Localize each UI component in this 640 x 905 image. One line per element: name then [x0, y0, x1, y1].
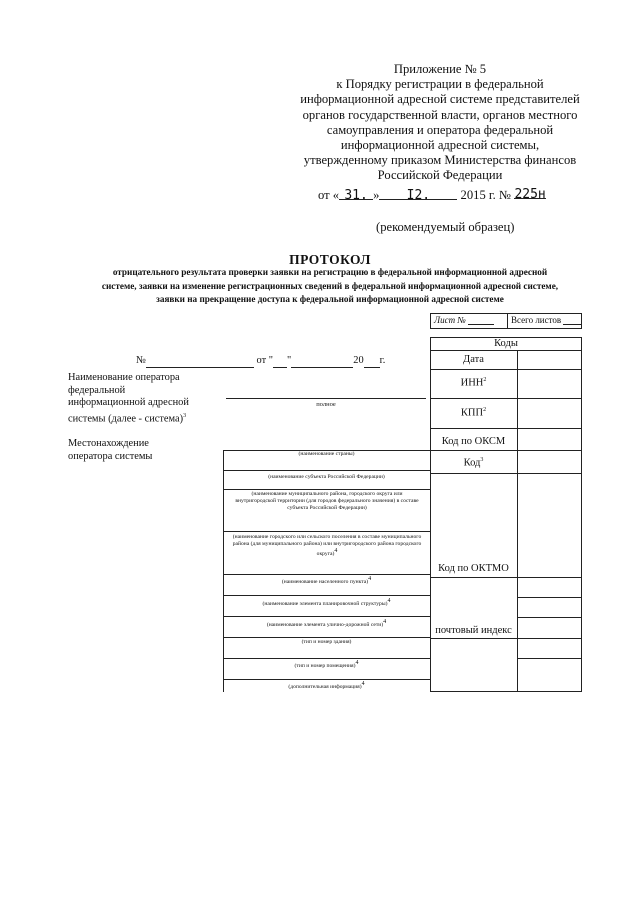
- recommended-sample: (рекомендуемый образец): [376, 220, 515, 234]
- caption-street: [223, 619, 430, 629]
- caption-planning-text: (наименование элемента планировочной структуры): [262, 600, 388, 607]
- code-oktmo-label: Код по ОКТМО: [438, 563, 509, 574]
- footnote-ref: 2: [483, 377, 487, 383]
- divider: [517, 658, 582, 659]
- caption-country: (наименование страны): [298, 451, 355, 457]
- caption-planning: [223, 598, 430, 608]
- caption-municipal: (наименование муниципального района, городского округа или внутригородской территории (для городов федерального значения) в составе субъекта Российской Федерации): [235, 491, 419, 511]
- municipal-field[interactable]: [223, 489, 430, 490]
- footnote-ref: 4: [361, 681, 365, 687]
- annex-line: информационной адресной системы,: [340, 138, 540, 153]
- operator-name-field[interactable]: [226, 398, 426, 399]
- handwritten-day: 31.: [339, 188, 373, 200]
- divider: [430, 428, 582, 429]
- footnote-ref: 4: [355, 660, 359, 666]
- divider: [430, 638, 582, 639]
- divider: [430, 450, 582, 451]
- year-prefix: 20: [353, 355, 364, 366]
- code-oksm-label: Код по ОКСМ: [441, 436, 506, 447]
- handwritten-number: 225н: [514, 187, 546, 202]
- caption-settlement: [232, 534, 422, 558]
- annex-line: информационной адресной системе представителей: [300, 92, 580, 107]
- annex-line: самоуправления и оператора федеральной: [326, 122, 554, 137]
- kpp-text: КПП: [460, 407, 484, 419]
- divider: [430, 350, 582, 351]
- caption-extra-text: (дополнительная информация): [288, 683, 362, 690]
- protocol-title: ПРОТОКОЛ: [289, 252, 371, 267]
- total-sheets-field[interactable]: [563, 316, 581, 325]
- caption-subject: (наименование субъекта Российской Федерации): [268, 474, 385, 480]
- order-date-line: [318, 188, 598, 203]
- annex-line: к Порядку регистрации в федеральной: [336, 77, 544, 92]
- caption-locality: [223, 576, 430, 586]
- footnote-ref: 2: [483, 407, 487, 413]
- divider: [430, 473, 582, 474]
- footnote-ref: 3: [183, 412, 187, 419]
- location-label: Местонахождение оператора системы: [68, 438, 153, 462]
- divider: [507, 313, 508, 329]
- subtitle-line: системе, заявки на изменение регистрационных сведений в федеральной информационной адресной системе,: [101, 280, 559, 291]
- annex-line: утвержденному приказом Министерства финансов: [303, 153, 577, 168]
- divider: [430, 369, 582, 370]
- caption-room: [223, 660, 430, 670]
- locality-field[interactable]: [223, 574, 430, 575]
- from-text: от: [256, 355, 267, 366]
- inn-text: ИНН: [460, 377, 484, 389]
- footnote-ref: 4: [368, 576, 372, 582]
- caption-settlement-text: (наименование городского или сельского поселения в составе муниципального района (для муниципального района) или внутригородского района городского округа): [232, 534, 422, 557]
- divider: [430, 577, 582, 578]
- operator-name-text: Наименование оператора федеральной информационной адресной системы (далее - система): [68, 372, 189, 424]
- total-label-text: Всего листов: [511, 315, 562, 325]
- code-inn-label: [430, 377, 517, 389]
- caption-room-text: (тип и номер помещения): [294, 662, 356, 669]
- protocol-year-field[interactable]: [364, 356, 380, 368]
- caption-building: (тип и номер здания): [301, 639, 352, 645]
- protocol-month-field[interactable]: [291, 356, 353, 368]
- caption-extra: [223, 681, 430, 691]
- planning-field[interactable]: [223, 595, 430, 596]
- footnote-ref: 4: [387, 598, 391, 604]
- quote-close: ": [287, 355, 292, 366]
- code-kpp-label: [430, 407, 517, 419]
- street-field[interactable]: [223, 616, 430, 617]
- code-postal-label: почтовый индекс: [435, 625, 512, 636]
- year-suffix: г.: [379, 355, 386, 366]
- extra-field[interactable]: [223, 679, 430, 680]
- sheet-label-text: Лист №: [434, 315, 466, 325]
- divider: [517, 350, 518, 692]
- quote-close: »: [373, 188, 380, 202]
- sheet-number-field[interactable]: [468, 316, 494, 325]
- divider: [517, 597, 582, 598]
- footnote-ref: 4: [383, 619, 387, 625]
- caption-street-text: (наименование элемента улично-дорожной сети): [266, 621, 384, 628]
- room-field[interactable]: [223, 658, 430, 659]
- year-text: 2015 г. №: [460, 188, 511, 202]
- protocol-number-row: [136, 355, 385, 368]
- caption-full: полное: [316, 401, 336, 408]
- handwritten-month: I2.: [379, 188, 457, 200]
- subtitle-line: заявки на прекращение доступа к федеральной информационной адресной системе: [156, 294, 504, 304]
- divider: [517, 617, 582, 618]
- divider: [223, 450, 224, 692]
- operator-name-label: [68, 372, 192, 425]
- divider: [430, 398, 582, 399]
- codes-header: Коды: [494, 338, 518, 349]
- subtitle-line: отрицательного результата проверки заявки на регистрацию в федеральной информационной адресной: [112, 267, 548, 277]
- sheet-number-label: [434, 315, 494, 325]
- building-field[interactable]: [223, 637, 430, 638]
- footnote-ref: 3: [480, 457, 484, 463]
- footnote-ref: 4: [334, 548, 338, 554]
- date-prefix: от «: [318, 188, 340, 202]
- protocol-subtitle: [64, 266, 596, 307]
- code-text: Код: [463, 457, 481, 469]
- quote-open: ": [268, 355, 273, 366]
- settlement-field[interactable]: [223, 531, 430, 532]
- caption-locality-text: (наименование населенного пункта): [281, 578, 369, 585]
- sheet-total-label: [511, 315, 581, 325]
- annex-header: [300, 62, 580, 184]
- annex-title: Приложение № 5: [393, 62, 487, 76]
- code-date-label: Дата: [463, 354, 484, 365]
- annex-line: органов государственной власти, органов местного: [302, 107, 578, 122]
- number-sign: №: [136, 355, 146, 366]
- annex-line: Российской Федерации: [377, 168, 503, 183]
- subject-field[interactable]: [223, 470, 430, 471]
- protocol-day-field[interactable]: [273, 356, 287, 368]
- protocol-number-field[interactable]: [146, 356, 254, 368]
- code-code-label: [430, 457, 517, 469]
